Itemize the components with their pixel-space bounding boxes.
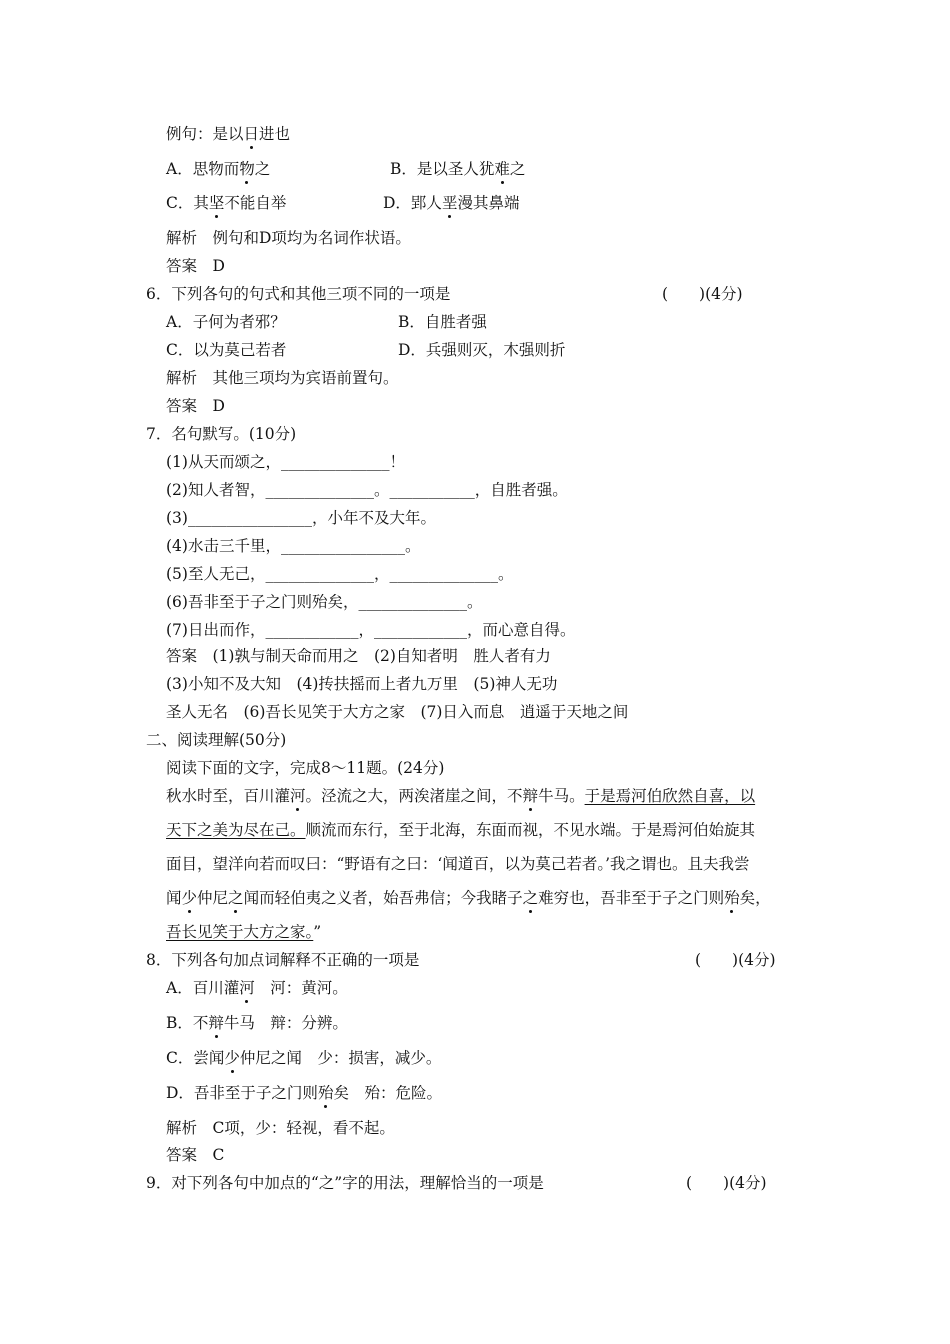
q5-option-c: C．其坚不能自举 (166, 194, 287, 212)
q8-option-b: B．不辩牛马 辩：分辨。 (166, 1014, 348, 1032)
emphasis-char: 日 (243, 125, 260, 143)
q7-item: (5)至人无己，______________，______________。 (166, 565, 514, 583)
q7-item: (7)日出而作，____________，____________，而心意自得。 (166, 621, 576, 639)
q7-item: (6)吾非至于子之门则殆矣，______________。 (166, 593, 483, 611)
section-title: 二、阅读理解(50分) (146, 731, 287, 749)
passage-line: 秋水时至，百川灌河。泾流之大，两涘渚崖之间，不辩牛马。于是焉河伯欣然自喜，以 (166, 787, 756, 805)
q5-option-d: D．郢人垩漫其鼻端 (383, 194, 520, 212)
q8-option-c: C．尝闻少仲尼之闻 少：损害，减少。 (166, 1049, 442, 1067)
underlined-sentence: 于是焉河伯欣然自喜，以 (584, 787, 756, 805)
q6-score: ( )(4分) (662, 285, 743, 303)
q5-example: 例句：是以日进也 (166, 125, 291, 143)
q6-option-c: C．以为莫己若者 (166, 341, 287, 359)
q8-stem: 8．下列各句加点词解释不正确的一项是 (146, 951, 420, 969)
emphasis-char: 物 (239, 160, 255, 178)
emphasis-char: 少 (181, 889, 198, 907)
q5-answer: 答案 D (166, 257, 225, 275)
q9-score: ( )(4分) (686, 1174, 767, 1192)
emphasis-char: 坚 (208, 194, 225, 212)
passage-line: 面目，望洋向若而叹曰：“野语有之曰：‘闻道百，以为莫己若者。’我之谓也。且夫我尝 (166, 855, 750, 873)
q7-answer-line: 答案 (1)孰与制天命而用之 (2)自知者明 胜人者有力 (166, 647, 551, 665)
q7-item: (4)水击三千里，________________。 (166, 537, 421, 555)
emphasis-char: 难 (494, 160, 510, 178)
underlined-sentence: 吾长见笑于大方之家。 (166, 923, 314, 941)
q9-stem: 9．对下列各句中加点的“之”字的用法，理解恰当的一项是 (146, 1174, 544, 1192)
q8-score: ( )(4分) (695, 951, 776, 969)
emphasis-char: 河 (290, 787, 306, 805)
q5-analysis: 解析 例句和D项均为名词作状语。 (166, 229, 411, 247)
q7-answer-line: 圣人无名 (6)吾长见笑于大方之家 (7)日入而息 逍遥于天地之间 (166, 703, 629, 721)
q6-option-d: D．兵强则灭，木强则折 (398, 341, 566, 359)
emphasis-char: 之 (522, 889, 539, 907)
emphasis-char: 殆 (317, 1084, 334, 1102)
passage-line: 吾长见笑于大方之家。” (166, 923, 322, 941)
q6-stem: 6．下列各句的句式和其他三项不同的一项是 (146, 285, 451, 303)
q7-item: (1)从天而颂之，______________！ (166, 453, 405, 471)
emphasis-char: 辩 (522, 787, 539, 805)
q7-stem: 7．名句默写。(10分) (146, 425, 297, 443)
q6-option-a: A．子何为者邪？ (166, 313, 286, 331)
q8-answer: 答案 C (166, 1146, 225, 1164)
q7-answer-line: (3)小知不及大知 (4)抟扶摇而上者九万里 (5)神人无功 (166, 675, 558, 693)
q7-item: (3)________________，小年不及大年。 (166, 509, 436, 527)
emphasis-char: 河 (239, 979, 255, 997)
q8-option-d: D．吾非至于子之门则殆矣 殆：危险。 (166, 1084, 442, 1102)
q8-option-a: A．百川灌河 河：黄河。 (166, 979, 348, 997)
q6-option-b: B．自胜者强 (398, 313, 487, 331)
q6-analysis: 解析 其他三项均为宾语前置句。 (166, 369, 399, 387)
emphasis-char: 垩 (441, 194, 458, 212)
q8-analysis: 解析 C项，少：轻视，看不起。 (166, 1119, 395, 1137)
q7-item: (2)知人者智，______________。___________，自胜者强。 (166, 481, 568, 499)
q6-answer: 答案 D (166, 397, 225, 415)
underlined-sentence: 天下之美为尽在己。 (166, 821, 306, 839)
passage-line: 闻少仲尼之闻而轻伯夷之义者，始吾弗信；今我睹子之难穷也，吾非至于子之门则殆矣， (166, 889, 771, 907)
q5-option-a: A．思物而物之 (166, 160, 271, 178)
emphasis-char: 之 (228, 889, 244, 907)
reading-intro: 阅读下面的文字，完成8～11题。(24分) (166, 759, 445, 777)
q5-option-b: B．是以圣人犹难之 (390, 160, 526, 178)
passage-line: 天下之美为尽在己。顺流而东行，至于北海，东面而视，不见水端。于是焉河伯始旋其 (166, 821, 756, 839)
emphasis-char: 殆 (724, 889, 740, 907)
emphasis-char: 少 (224, 1049, 240, 1067)
emphasis-char: 辩 (208, 1014, 224, 1032)
